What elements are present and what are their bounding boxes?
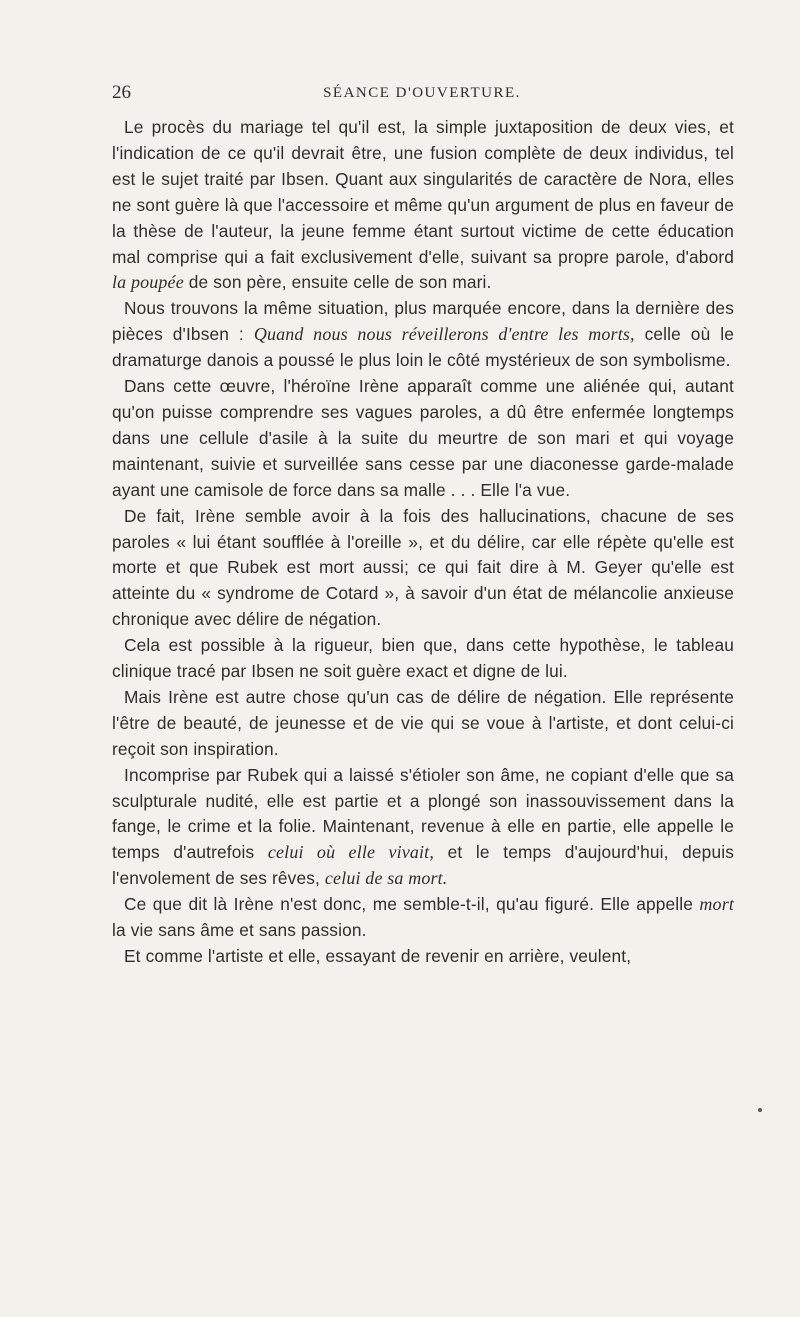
text-segment: Le procès du mariage tel qu'il est, la simple juxtaposition de deux vies, et l'indication de ce qu'il devrait être, une fusion complète de deux individus, tel est le sujet traité par Ibsen. Quant aux singularités de caractère de Nora, elles ne sont guère là que l'accessoire et même qu'un argument de plus en faveur de la thèse de l'auteur, la jeune femme étant surtout victime de cette éducation mal comprise qui a fait exclusivement d'elle, suivant sa propre parole, d'abord [112,117,734,267]
text-segment: Ce que dit là Irène n'est donc, me semble-t-il, qu'au figuré. Elle appelle [124,894,700,915]
text-segment: Cela est possible à la rigueur, bien que, dans cette hypothèse, le tableau clinique tracé par Ibsen ne soit guère exact et digne de lui. [112,635,734,682]
paragraph [112,763,734,893]
text-segment: et le temps d'aujourd'hui, depuis l'envolement de ses rêves, [112,842,734,889]
text-segment: Mais Irène est autre chose qu'un cas de délire de négation. Elle représente l'être de beauté, de jeunesse et de vie qui se voue à l'artiste, et dont celui-ci reçoit son inspiration. [112,686,734,759]
italic-text: celui de sa mort. [324,868,448,889]
page-number: 26 [112,82,131,103]
italic-text: celui où elle vivait, [267,842,434,863]
paragraph [112,633,734,685]
italic-text: Quand nous nous réveillerons d'entre les morts, [253,324,635,345]
paragraph [112,892,734,944]
running-title: SÉANCE D'OUVERTURE. [323,85,521,101]
paragraph [112,115,734,296]
paragraph [112,944,734,970]
paragraph [112,296,734,374]
paragraph [112,504,734,634]
text-segment: Nous trouvons la même situation, plus marquée encore, dans la dernière des pièces d'Ibsen : [112,298,734,345]
text-segment: celle où le dramaturge danois a poussé le plus loin le côté mystérieux de son symbolisme. [112,324,734,371]
text-segment: Et comme l'artiste et elle, essayant de revenir en arrière, veulent, [124,946,632,966]
paragraph [112,374,734,504]
page-header [112,82,732,108]
text-segment: De fait, Irène semble avoir à la fois des hallucinations, chacune de ses paroles « lui étant soufflée à l'oreille », et du délire, car elle répète qu'elle est morte et que Rubek est mort aussi; ce qui fait dire à M. Geyer qu'elle est atteinte du « syndrome de Cotard », à savoir d'un état de mélancolie anxieuse chronique avec délire de négation. [112,505,734,630]
text-segment: la vie sans âme et sans passion. [112,920,367,941]
print-speck [758,1108,762,1112]
text-segment: Incomprise par Rubek qui a laissé s'étioler son âme, ne copiant d'elle que sa sculpturale nudité, elle est partie et a plongé son inassouvissement dans la fange, le crime et la folie. Maintenant, revenue à elle en partie, elle appelle le temps d'autrefois [112,764,734,863]
text-segment: de son père, ensuite celle de son mari. [183,272,492,293]
italic-text: mort [699,894,734,915]
body-text [112,115,734,970]
text-segment: Dans cette œuvre, l'héroïne Irène apparaît comme une aliénée qui, autant qu'on puisse comprendre ses vagues paroles, a dû être enfermée longtemps dans une cellule d'asile à la suite du meurtre de son mari et qui voyage maintenant, suivie et surveillée sans cesse par une diaconesse garde-malade ayant une camisole de force dans sa malle . . . Elle l'a vue. [112,376,734,500]
paragraph [112,685,734,763]
italic-text: la poupée [112,272,184,293]
